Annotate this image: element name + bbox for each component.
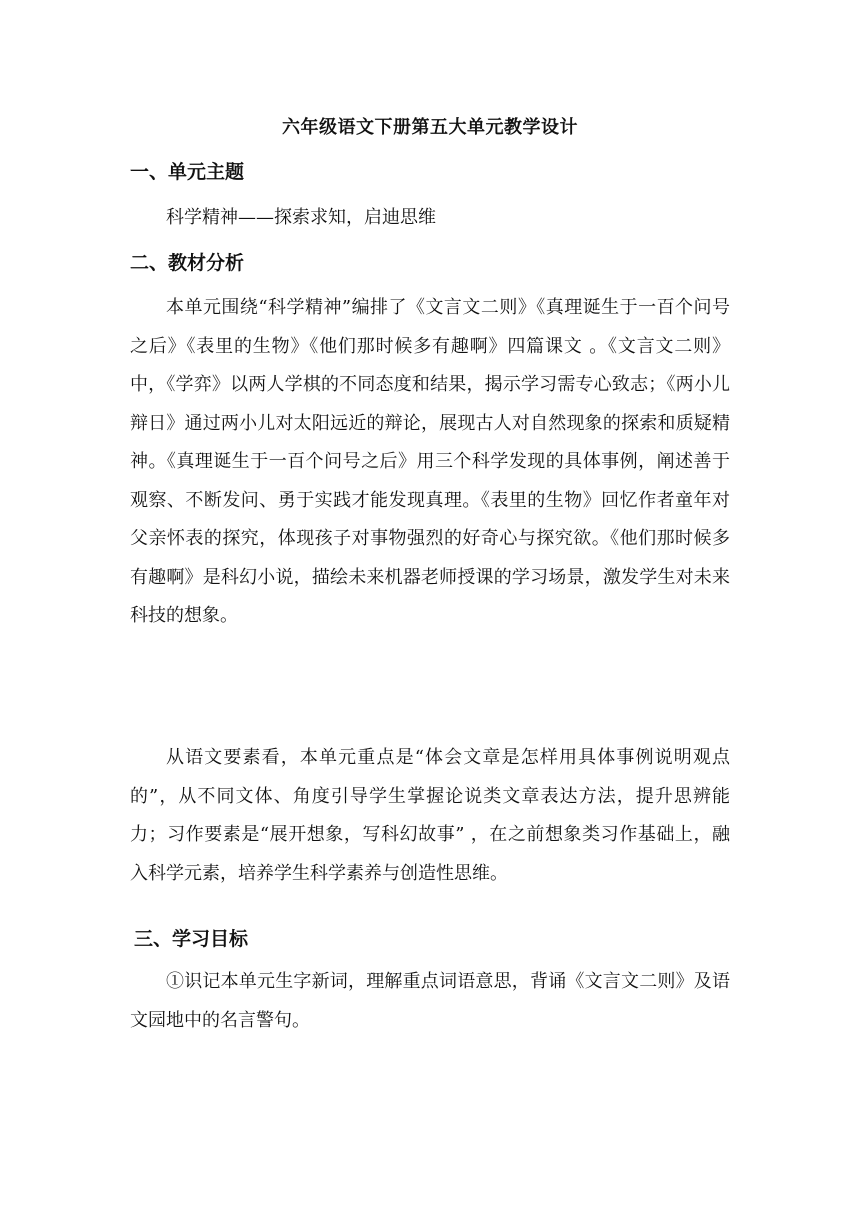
unit-theme-paragraph: 科学精神——探索求知，启迪思维 (166, 207, 436, 228)
material-analysis-paragraph-1: 本单元围绕“科学精神”编排了《文言文二则》《真理诞生于一百个问号之后》《表里的生物》《他们那时候多有趣啊》四篇课文 。《文言文二则》中，《学弈》以两人学棋的不同态度和结果，揭示学习需专心致志；《两小儿辩日》通过两小儿对太阳远近的辩论，展现古人对自然现象的探索和质疑精神。《真理诞生于一百个问号之后》用三个科学发现的具体事例，阐述善于观察、不断发问、勇于实践才能发现真理。《表里的生物》回忆作者童年对父亲怀表的探究，体现孩子对事物强烈的好奇心与探究欲。《他们那时候多有趣啊》是科幻小说，描绘未来机器老师授课的学习场景，激发学生对未来科技的想象。 (130, 297, 730, 626)
material-analysis-paragraph-2: 从语文要素看，本单元重点是“体会文章是怎样用具体事例说明观点的”，从不同文体、角度引导学生掌握论说类文章表达方法，提升思辨能力；习作要素是“展开想象，写科幻故事” ，在之前想象类习作基础上，融入科学元素，培养学生科学素养与创造性思维。 (130, 747, 730, 884)
section-heading-material-analysis: 二、教材分析 (130, 252, 245, 274)
document-title: 六年级语文下册第五大单元教学设计 (282, 117, 578, 138)
learning-goal-paragraph-1: ①识记本单元生字新词，理解重点词语意思，背诵《文言文二则》及语文园地中的名言警句。 (130, 971, 730, 1031)
section-heading-unit-theme: 一、单元主题 (130, 161, 245, 183)
section-heading-learning-goals: 三、学习目标 (134, 928, 249, 950)
